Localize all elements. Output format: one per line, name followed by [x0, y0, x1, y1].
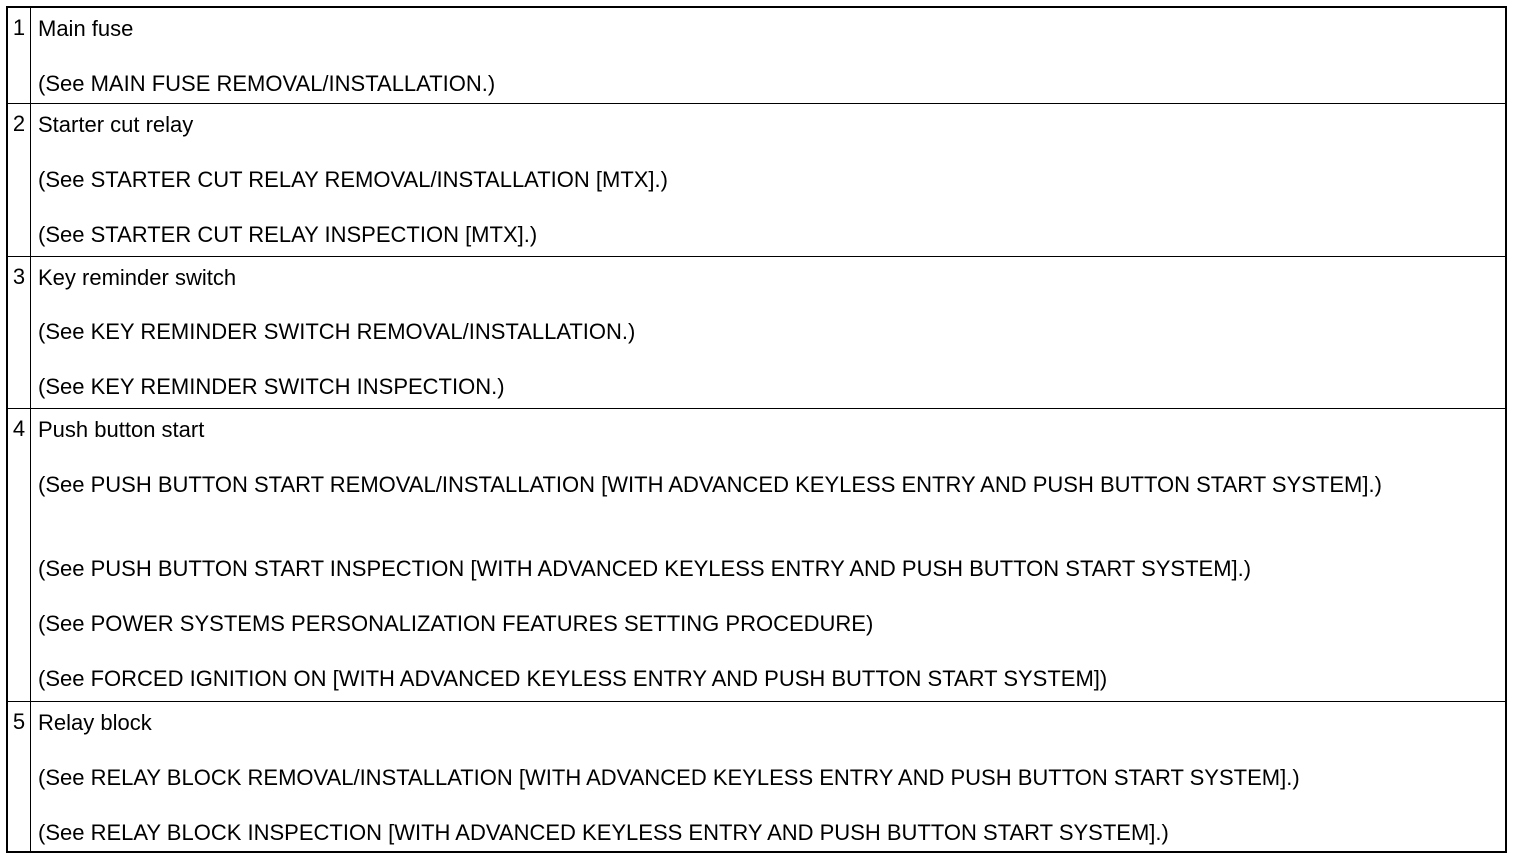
reference-link[interactable]: (See PUSH BUTTON START REMOVAL/INSTALLATION [WITH ADVANCED KEYLESS ENTRY AND PUSH BUTTON START SYSTEM].) — [38, 472, 1382, 497]
reference-link[interactable]: (See STARTER CUT RELAY INSPECTION [MTX].) — [38, 222, 538, 247]
reference-link[interactable]: (See MAIN FUSE REMOVAL/INSTALLATION.) — [38, 71, 496, 96]
reference-link[interactable]: (See FORCED IGNITION ON [WITH ADVANCED KEYLESS ENTRY AND PUSH BUTTON START SYSTEM]) — [38, 666, 1108, 691]
row-number: 1 — [8, 8, 31, 103]
component-title: Starter cut relay — [38, 112, 194, 137]
reference-link[interactable]: (See PUSH BUTTON START INSPECTION [WITH ADVANCED KEYLESS ENTRY AND PUSH BUTTON START SYSTEM].) — [38, 556, 1252, 581]
table-row — [8, 103, 1505, 257]
reference-link[interactable]: (See RELAY BLOCK REMOVAL/INSTALLATION [WITH ADVANCED KEYLESS ENTRY AND PUSH BUTTON START SYSTEM].) — [38, 765, 1300, 790]
component-title: Push button start — [38, 417, 205, 442]
reference-link[interactable]: (See KEY REMINDER SWITCH INSPECTION.) — [38, 374, 505, 399]
component-title: Key reminder switch — [38, 265, 237, 290]
reference-link[interactable]: (See STARTER CUT RELAY REMOVAL/INSTALLATION [MTX].) — [38, 167, 668, 192]
table-row — [8, 408, 1505, 702]
reference-link[interactable]: (See RELAY BLOCK INSPECTION [WITH ADVANCED KEYLESS ENTRY AND PUSH BUTTON START SYSTEM].) — [38, 820, 1169, 845]
table-row — [8, 701, 1505, 852]
row-number: 5 — [8, 702, 31, 852]
reference-link[interactable]: (See POWER SYSTEMS PERSONALIZATION FEATURES SETTING PROCEDURE) — [38, 611, 874, 636]
component-title: Relay block — [38, 710, 152, 735]
component-title: Main fuse — [38, 16, 134, 41]
row-number: 3 — [8, 257, 31, 409]
table-row — [8, 8, 1505, 103]
row-number: 2 — [8, 104, 31, 257]
row-number: 4 — [8, 409, 31, 702]
component-table — [6, 6, 1507, 853]
table-row — [8, 256, 1505, 409]
reference-link[interactable]: (See KEY REMINDER SWITCH REMOVAL/INSTALLATION.) — [38, 319, 636, 344]
